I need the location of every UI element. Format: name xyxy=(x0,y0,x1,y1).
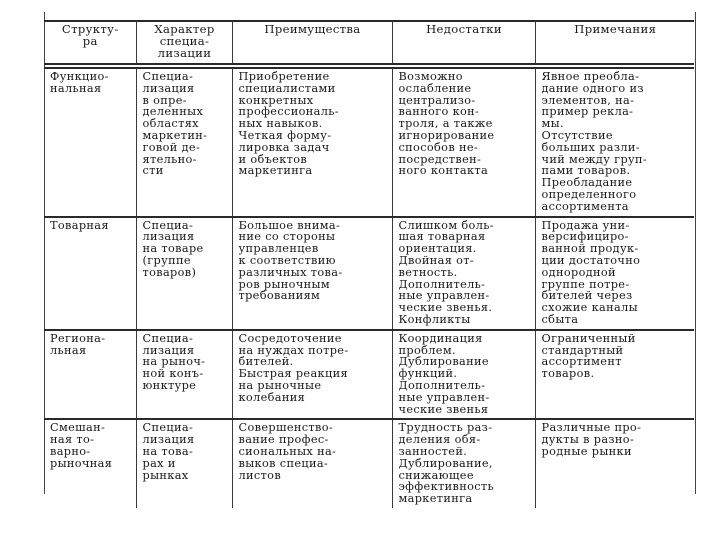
header-specialization: Характер специа- лизации xyxy=(136,21,232,66)
cell-disadvantages: Трудность раз- деления обя- занностей. Дублирование, снижающее эффективность маркетинга xyxy=(392,419,535,508)
cell-disadvantages: Возможно ослабление централизо- ванного кон- троля, а также игнорирование способов не- посредствен- ного контакта xyxy=(392,66,535,217)
cell-structure: Региона- льная xyxy=(44,330,136,420)
cell-structure: Товарная xyxy=(44,217,136,330)
marketing-structures-table xyxy=(44,20,694,508)
cell-specialization: Специа- лизация в опре- деленных областях маркетин- говой де- ятельно- сти xyxy=(136,66,232,217)
table-row xyxy=(44,217,694,330)
cell-notes: Различные про- дукты в разно- родные рынки xyxy=(535,419,694,508)
cell-disadvantages: Слишком боль- шая товарная ориентация. Двойная от- ветность. Дополнитель- ные управлен- ческие звенья. Конфликты xyxy=(392,217,535,330)
table-row xyxy=(44,419,694,508)
cell-specialization: Специа- лизация на товаре (группе товаров) xyxy=(136,217,232,330)
table-row xyxy=(44,330,694,420)
cell-notes: Ограниченный стандартный ассортимент товаров. xyxy=(535,330,694,420)
header-notes: Примечания xyxy=(535,21,694,66)
cell-disadvantages: Координация проблем. Дублирование функций. Дополнитель- ные управлен- ческие звенья xyxy=(392,330,535,420)
cell-specialization: Специа- лизация на рыноч- ной конъ- юнктуре xyxy=(136,330,232,420)
header-disadvantages: Недостатки xyxy=(392,21,535,66)
cell-advantages: Большое внима- ние со стороны управленцев к соответствию различных това- ров рыночным требованиям xyxy=(232,217,392,330)
cell-advantages: Приобретение специалистами конкретных профессиональ- ных навыков. Четкая форму- лировка задач и объектов маркетинга xyxy=(232,66,392,217)
cell-advantages: Совершенство- вание профес- сиональных на- выков специа- листов xyxy=(232,419,392,508)
header-advantages: Преимущества xyxy=(232,21,392,66)
table-row xyxy=(44,66,694,217)
cell-specialization: Специа- лизация на това- рах и рынках xyxy=(136,419,232,508)
cell-advantages: Сосредоточение на нуждах потре- бителей. Быстрая реакция на рыночные колебания xyxy=(232,330,392,420)
cell-notes: Явное преобла- дание одного из элементов, на- пример рекла- мы. Отсутствие больших разли- чий между груп- пами товаров. Преобладание определенного ассортимента xyxy=(535,66,694,217)
cell-structure: Функцио- нальная xyxy=(44,66,136,217)
cell-notes: Продажа уни- версифицирo- ванной продук- ции достаточно однородной группе потре- бителей через схожие каналы сбыта xyxy=(535,217,694,330)
table-header-row xyxy=(44,21,694,66)
header-structure: Структу- ра xyxy=(44,21,136,66)
cell-structure: Смешан- ная то- варно- рыночная xyxy=(44,419,136,508)
